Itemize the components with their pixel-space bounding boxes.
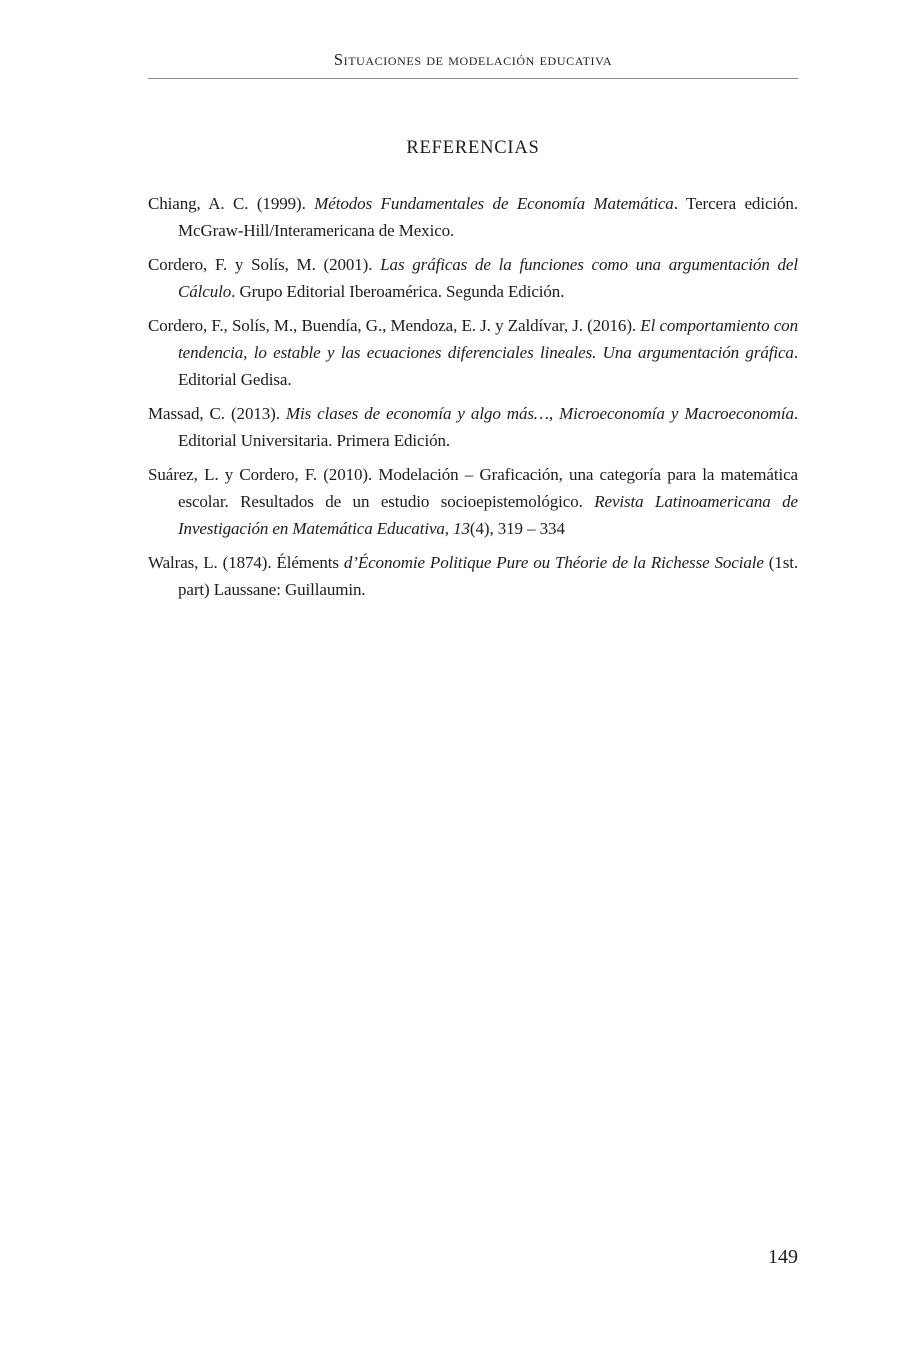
reference-title-italic: Métodos Fundamentales de Economía Matemática	[314, 194, 674, 213]
reference-entry	[148, 400, 798, 454]
reference-title-italic: Revista Latinoamericana de Investigación en Matemática Educativa,	[178, 492, 798, 538]
page-title: REFERENCIAS	[406, 138, 540, 158]
reference-text: . Editorial Universitaria. Primera Edición.	[178, 404, 799, 450]
reference-title-italic: Las gráficas de la funciones como una argumentación del Cálculo	[178, 255, 798, 301]
reference-text: . Grupo Editorial Iberoamérica. Segunda Edición.	[231, 282, 565, 301]
reference-text: (1st. part) Laussane: Guillaumin.	[178, 553, 799, 599]
reference-title-italic: 13	[453, 519, 470, 538]
reference-entry	[148, 461, 798, 542]
reference-entry	[148, 251, 798, 305]
page-number: 149	[768, 1246, 798, 1268]
header-rule	[148, 78, 798, 79]
reference-title-italic: Mis clases de economía y algo más…, Microeconomía y Macroeconomía	[285, 404, 794, 423]
reference-text: Chiang, A. C. (1999).	[148, 194, 315, 213]
reference-entry	[148, 312, 798, 393]
reference-entry	[148, 190, 798, 244]
reference-text: Massad, C. (2013).	[148, 404, 286, 423]
references-list	[148, 190, 798, 610]
reference-text: (4), 319 – 334	[469, 519, 565, 538]
running-header: Situaciones de modelación educativa	[333, 50, 613, 69]
reference-text: . Tercera edición. McGraw-Hill/Interamericana de Mexico.	[178, 194, 798, 240]
reference-text: . Editorial Gedisa.	[178, 343, 798, 389]
reference-title-italic: d’Économie Politique Pure ou Théorie de la Richesse Sociale	[343, 553, 764, 572]
reference-entry	[148, 549, 798, 603]
reference-text: Suárez, L. y Cordero, F. (2010). Modelación – Graficación, una categoría para la matemática escolar. Resultados de un estudio socioepistemológico.	[148, 465, 798, 511]
reference-text: Walras, L. (1874). Éléments	[148, 553, 344, 572]
reference-text: Cordero, F. y Solís, M. (2001).	[148, 255, 381, 274]
reference-text: Cordero, F., Solís, M., Buendía, G., Mendoza, E. J. y Zaldívar, J. (2016).	[148, 316, 641, 335]
reference-title-italic: El comportamiento con tendencia, lo estable y las ecuaciones diferenciales lineales. Una argumentación gráfica	[178, 316, 798, 362]
